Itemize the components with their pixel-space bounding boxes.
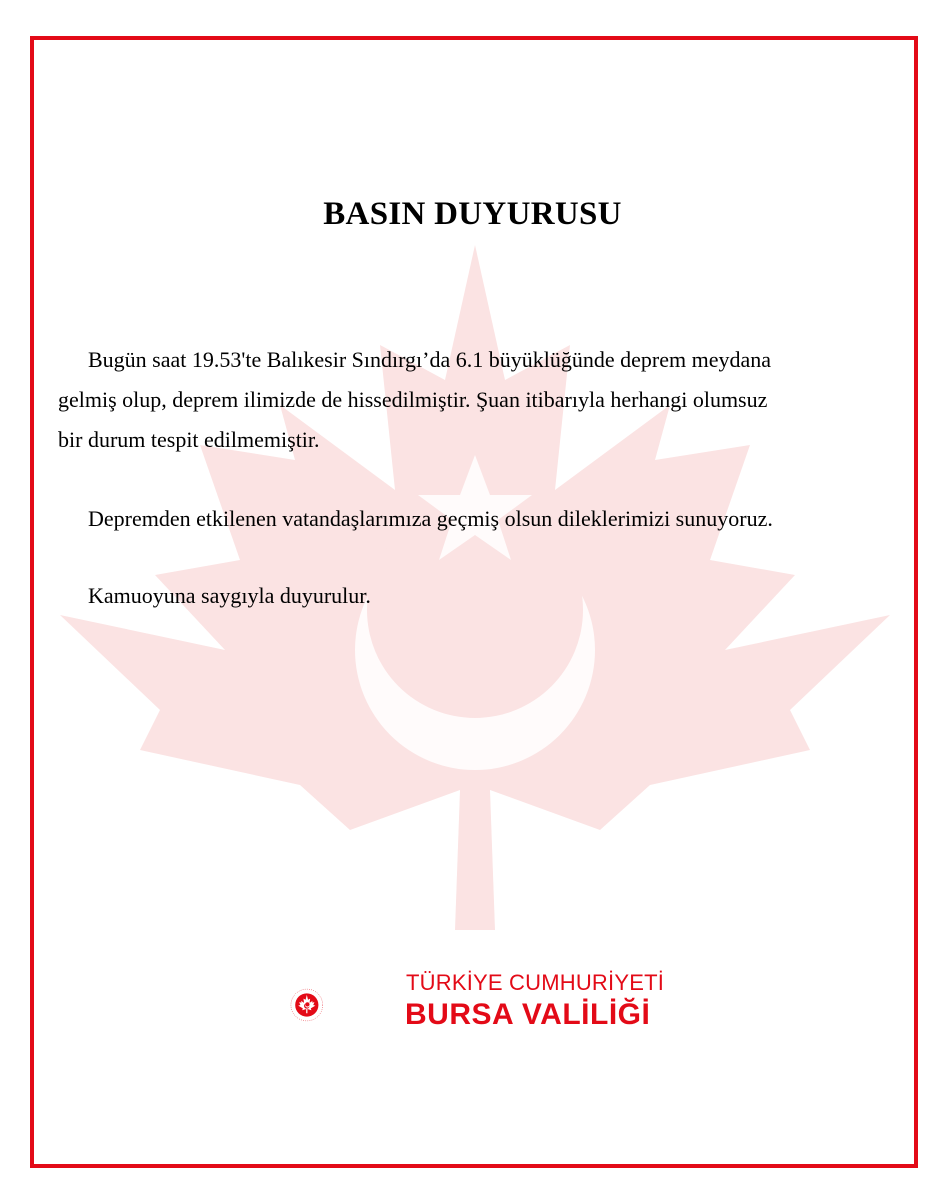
paragraph-1-line-2: gelmiş olup, deprem ilimizde de hissedilmiştir. Şuan itibarıyla herhangi olumsuz bbox=[58, 387, 768, 412]
paragraph-1-line-1: Bugün saat 19.53'te Balıkesir Sındırgı’da 6.1 büyüklüğünde deprem meydana bbox=[88, 347, 771, 372]
bursa-valiligi-emblem bbox=[290, 950, 400, 1060]
paragraph-1-line-3: bir durum tespit edilmemiştir. bbox=[58, 427, 320, 452]
paragraph-2: Depremden etkilenen vatandaşlarımıza geçmiş olsun dileklerimizi sunuyoruz. bbox=[88, 506, 773, 531]
logo-line-1: TÜRKİYE CUMHURİYETİ bbox=[406, 970, 665, 995]
logo-line-2: BURSA VALİLİĞİ bbox=[405, 998, 651, 1031]
page-title: BASIN DUYURUSU bbox=[323, 196, 622, 232]
paragraph-1 bbox=[58, 340, 900, 460]
paragraph-3: Kamuoyuna saygıyla duyurulur. bbox=[88, 583, 371, 608]
